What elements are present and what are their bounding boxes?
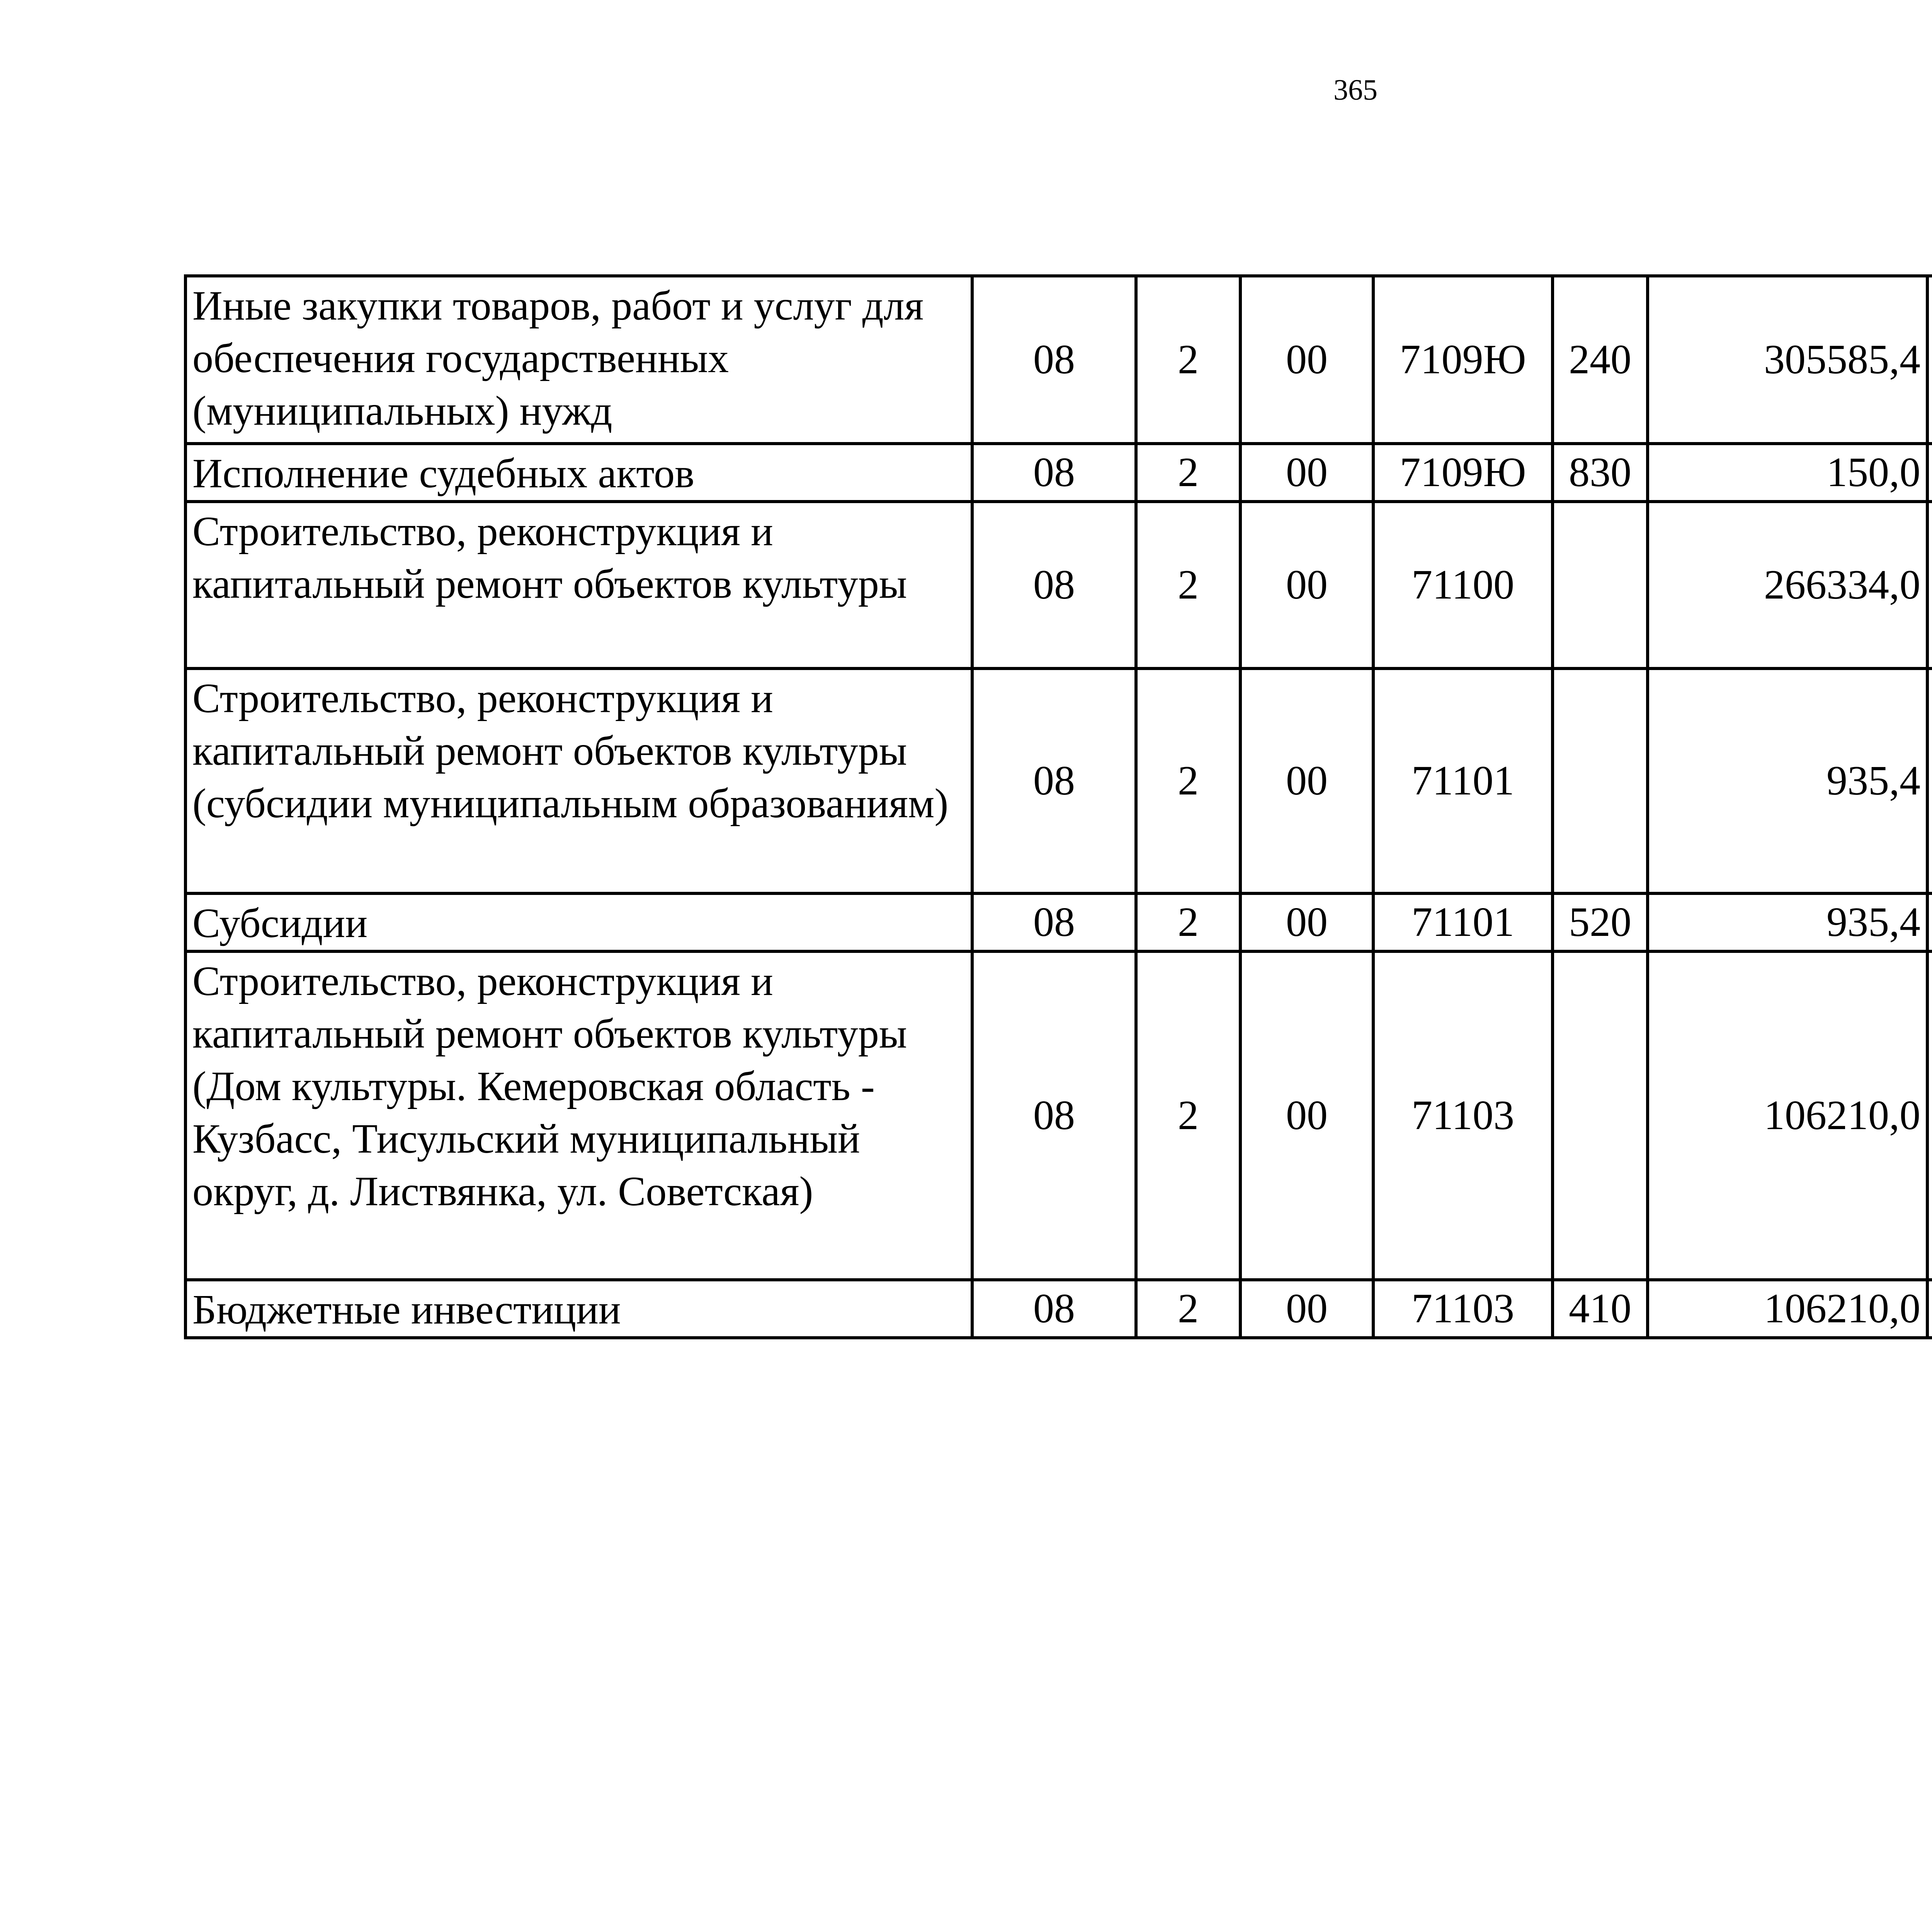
program-cell: 2 (1136, 444, 1240, 502)
table-row (185, 951, 1932, 1280)
year2-amount-cell (1927, 276, 1932, 444)
expense-type-cell: 520 (1553, 893, 1648, 951)
section-cell: 08 (972, 668, 1136, 893)
program-cell: 2 (1136, 1280, 1240, 1338)
row-name-cell: Субсидии (185, 893, 972, 951)
subprogram-cell: 00 (1240, 893, 1373, 951)
subprogram-cell: 00 (1240, 951, 1373, 1280)
expense-type-cell (1553, 502, 1648, 668)
year1-amount-cell: 935,4 (1648, 668, 1927, 893)
budget-table (184, 274, 1932, 1339)
program-cell: 2 (1136, 276, 1240, 444)
year1-amount-cell: 935,4 (1648, 893, 1927, 951)
program-cell: 2 (1136, 668, 1240, 893)
direction-cell: 7109Ю (1373, 276, 1553, 444)
subprogram-cell: 00 (1240, 276, 1373, 444)
row-name-cell: Исполнение судебных актов (185, 444, 972, 502)
program-cell: 2 (1136, 893, 1240, 951)
year2-amount-cell (1927, 951, 1932, 1280)
table-row (185, 668, 1932, 893)
direction-cell: 71103 (1373, 1280, 1553, 1338)
expense-type-cell (1553, 951, 1648, 1280)
expense-type-cell: 240 (1553, 276, 1648, 444)
table-row (185, 1280, 1932, 1338)
year1-amount-cell: 266334,0 (1648, 502, 1927, 668)
subprogram-cell: 00 (1240, 668, 1373, 893)
program-cell: 2 (1136, 951, 1240, 1280)
year1-amount-cell: 150,0 (1648, 444, 1927, 502)
subprogram-cell: 00 (1240, 444, 1373, 502)
section-cell: 08 (972, 951, 1136, 1280)
year1-amount-cell: 106210,0 (1648, 1280, 1927, 1338)
direction-cell: 7109Ю (1373, 444, 1553, 502)
year1-amount-cell: 106210,0 (1648, 951, 1927, 1280)
section-cell: 08 (972, 893, 1136, 951)
table-row (185, 276, 1932, 444)
direction-cell: 71103 (1373, 951, 1553, 1280)
row-name-cell: Бюджетные инвестиции (185, 1280, 972, 1338)
expense-type-cell: 410 (1553, 1280, 1648, 1338)
section-cell: 08 (972, 276, 1136, 444)
row-name-cell: Строительство, реконструкция и капитальный ремонт объектов культуры (субсидии муниципальным образованиям) (185, 668, 972, 893)
year1-amount-cell: 305585,4 (1648, 276, 1927, 444)
direction-cell: 71101 (1373, 668, 1553, 893)
expense-type-cell (1553, 668, 1648, 893)
subprogram-cell: 00 (1240, 502, 1373, 668)
section-cell: 08 (972, 1280, 1136, 1338)
year2-amount-cell (1927, 1280, 1932, 1338)
direction-cell: 71100 (1373, 502, 1553, 668)
row-name-cell: Иные закупки товаров, работ и услуг для обеспечения государственных (муниципальных) нужд (185, 276, 972, 444)
section-cell: 08 (972, 444, 1136, 502)
expense-type-cell: 830 (1553, 444, 1648, 502)
table-row (185, 893, 1932, 951)
page-number: 365 (1333, 74, 1378, 106)
subprogram-cell: 00 (1240, 1280, 1373, 1338)
year2-amount-cell (1927, 893, 1932, 951)
table-row (185, 444, 1932, 502)
year2-amount-cell (1927, 668, 1932, 893)
section-cell: 08 (972, 502, 1136, 668)
row-name-cell: Строительство, реконструкция и капитальный ремонт объектов культуры (185, 502, 972, 668)
table-row (185, 502, 1932, 668)
direction-cell: 71101 (1373, 893, 1553, 951)
row-name-cell: Строительство, реконструкция и капитальный ремонт объектов культуры (Дом культуры. Кемеровская область - Кузбасс, Тисульский муниципальный округ, д. Листвянка, ул. Советская) (185, 951, 972, 1280)
year2-amount-cell (1927, 502, 1932, 668)
program-cell: 2 (1136, 502, 1240, 668)
year2-amount-cell (1927, 444, 1932, 502)
